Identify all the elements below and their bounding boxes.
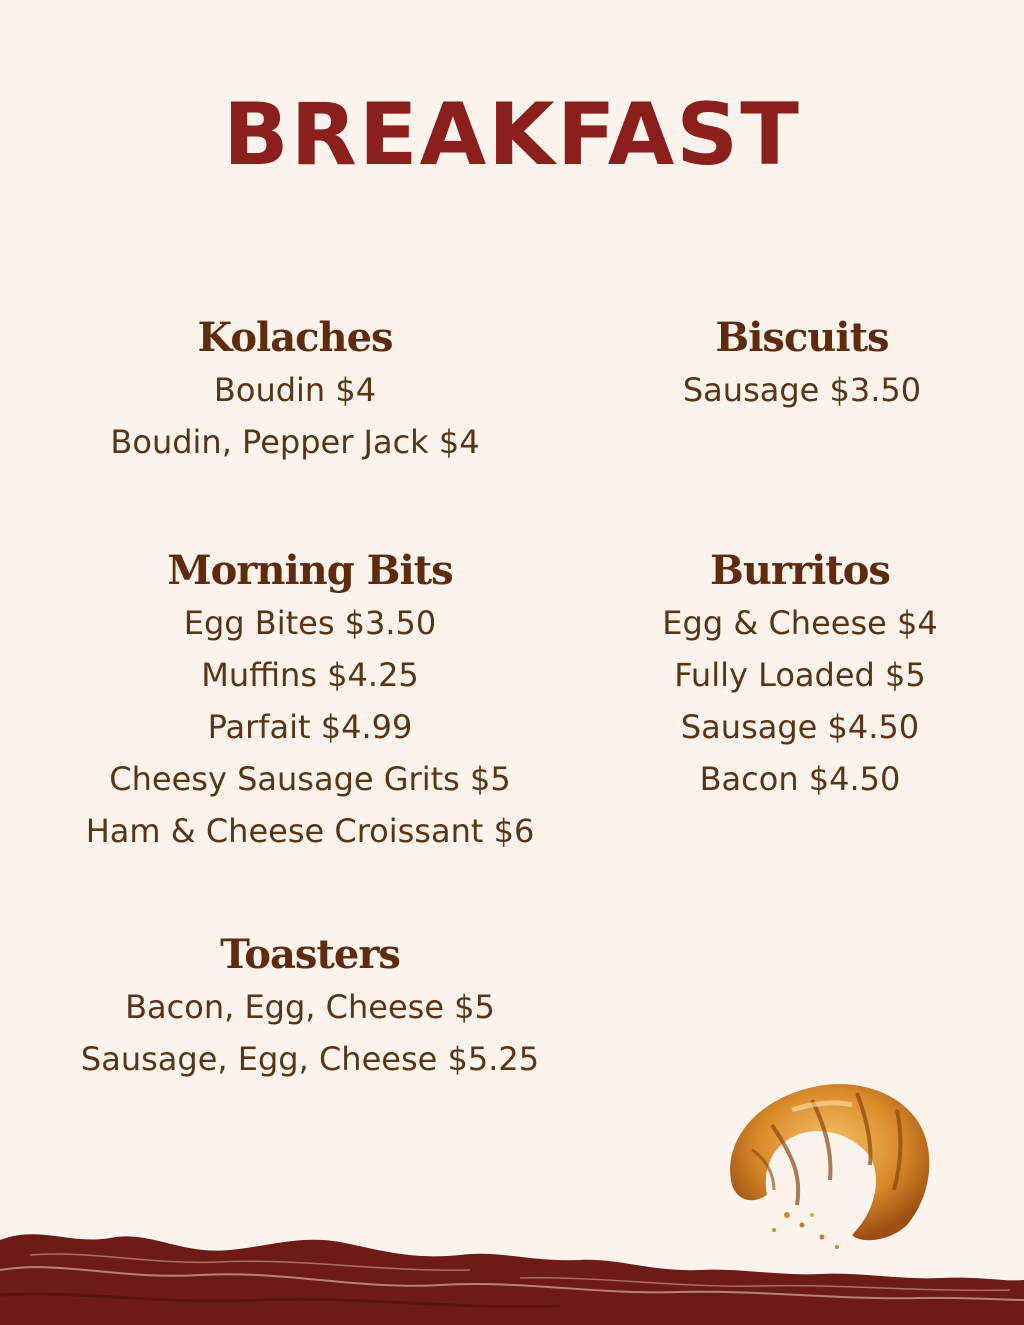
- menu-item: Bacon, Egg, Cheese $5: [125, 988, 495, 1026]
- menu-item: Sausage $3.50: [682, 371, 922, 409]
- menu-item: Egg Bites $3.50: [183, 604, 437, 642]
- item-list: [30, 981, 590, 1085]
- menu-item: Parfait $4.99: [207, 708, 413, 746]
- section-heading: Morning Bits: [167, 547, 453, 594]
- menu-item: Boudin $4: [213, 371, 377, 409]
- menu-item: Sausage $4.50: [680, 708, 920, 746]
- section-heading: Burritos: [710, 547, 890, 594]
- menu-item: Egg & Cheese $4: [662, 604, 938, 642]
- menu-title: BREAKFAST: [223, 85, 801, 185]
- section-biscuits: [600, 312, 1004, 416]
- menu-item: Ham & Cheese Croissant $6: [85, 812, 535, 850]
- section-heading: Biscuits: [715, 314, 889, 361]
- menu-item: Muffins $4.25: [201, 656, 419, 694]
- item-list: [600, 364, 1004, 416]
- section-heading: Kolaches: [197, 314, 393, 361]
- item-list: [600, 597, 1000, 805]
- menu-item: Fully Loaded $5: [674, 656, 926, 694]
- menu-item: Boudin, Pepper Jack $4: [110, 423, 480, 461]
- menu-item: Cheesy Sausage Grits $5: [109, 760, 511, 798]
- section-toasters: [30, 929, 590, 1085]
- section-morning-bits: [30, 545, 590, 857]
- menu-item: Bacon $4.50: [699, 760, 901, 798]
- section-heading: Toasters: [220, 931, 400, 978]
- footer-brush-band: [0, 1200, 1024, 1325]
- section-burritos: [600, 545, 1000, 805]
- section-kolaches: [40, 312, 550, 468]
- item-list: [40, 364, 550, 468]
- menu-item: Sausage, Egg, Cheese $5.25: [80, 1040, 540, 1078]
- item-list: [30, 597, 590, 857]
